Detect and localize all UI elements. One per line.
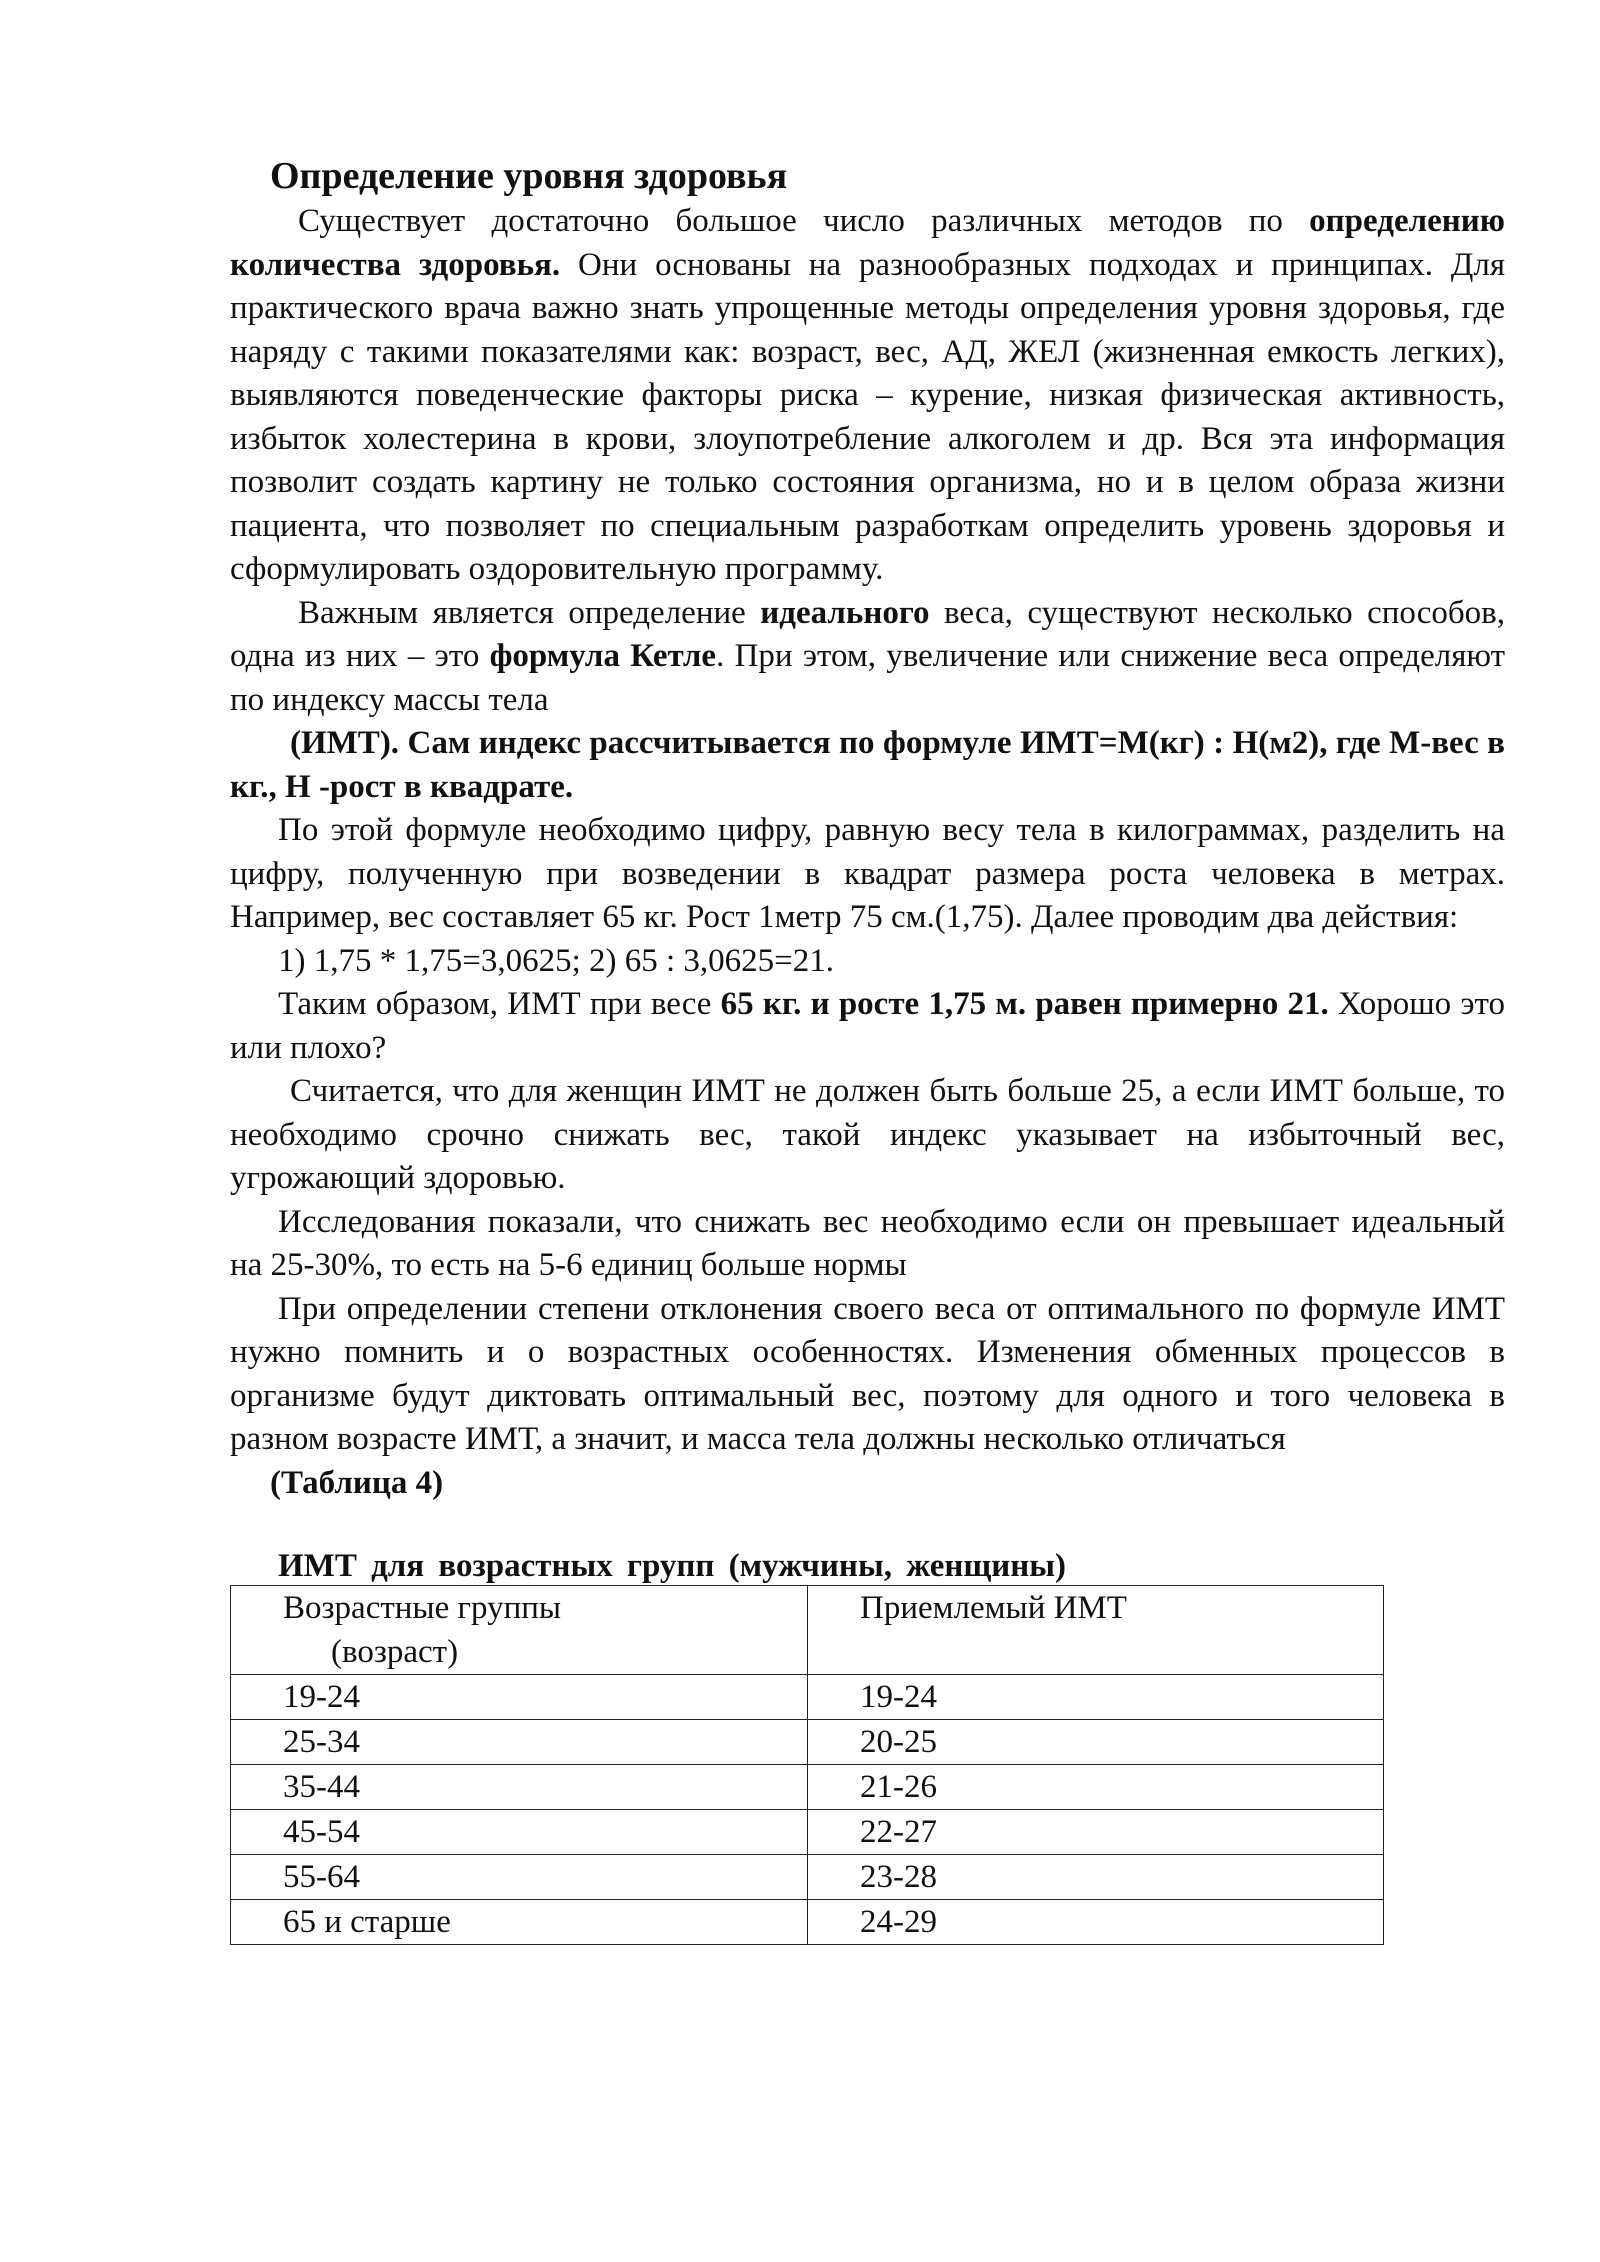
paragraph-ideal-weight-bold-formula: формула Кетле xyxy=(489,638,717,674)
table-row xyxy=(231,1675,1384,1720)
table-cell-imt: 23-28 xyxy=(808,1855,1384,1900)
table-header-age-line1: Возрастные группы xyxy=(283,1590,562,1626)
paragraph-result-text-c: Хорошо это или плохо? xyxy=(230,986,1505,1066)
paragraph-result-text-a: Таким образом, ИМТ при весе xyxy=(278,986,721,1022)
table-header-row xyxy=(231,1586,1384,1675)
table-header-age-line2: (возраст) xyxy=(331,1634,459,1670)
document-page xyxy=(230,152,1505,1945)
paragraph-research: Исследования показали, что снижать вес необходимо если он превышает идеальный на 25-30%, то есть на 5-6 единиц больше нормы xyxy=(230,1203,1505,1283)
table-reference: (Таблица 4) xyxy=(270,1464,444,1501)
table-cell-imt: 22-27 xyxy=(808,1810,1384,1855)
paragraph-ideal-weight-bold-ideal: идеального xyxy=(760,594,930,631)
table-cell-age: 45-54 xyxy=(231,1810,808,1855)
calculation-steps: 1) 1,75 * 1,75=3,0625; 2) 65 : 3,0625=21. xyxy=(278,942,835,979)
table-row xyxy=(231,1900,1384,1945)
paragraph-women-norm: Считается, что для женщин ИМТ не должен быть больше 25, а если ИМТ больше, то необходимо срочно снижать вес, такой индекс указывает на избыточный вес, угрожающий здоровью. xyxy=(230,1073,1505,1196)
table-cell-imt: 21-26 xyxy=(808,1765,1384,1810)
paragraph-result xyxy=(230,983,1505,1070)
spacer xyxy=(230,1505,1505,1549)
paragraph-ideal-weight-text-c: веса, существуют несколько способов, одна из них – это xyxy=(230,594,1505,674)
table-cell-imt: 20-25 xyxy=(808,1720,1384,1765)
table-cell-age: 25-34 xyxy=(231,1720,808,1765)
paragraph-ideal-weight xyxy=(230,592,1505,723)
table-cell-age: 55-64 xyxy=(231,1855,808,1900)
paragraph-methods-text-c: Они основаны на разнообразных подходах и принципах. Для практического врача важно знать упрощенные методы определения уровня здоровья, где наряду с такими показателями как: возраст, вес, АД, ЖЕЛ (жизненная емкость легких), выявляются поведенческие факторы риска – курение, низкая физическая активность, избыток холестерина в крови, злоупотребление алкоголем и др. Вся эта информация позволит создать картину не только состояния организма, но и в целом образа жизни пациента, что позволяет по специальным разработкам определить уровень здоровья и сформулировать оздоровительную программу. xyxy=(230,246,1506,587)
table-cell-age: 65 и старше xyxy=(231,1900,808,1945)
table-header-age xyxy=(231,1586,808,1675)
table-header-imt: Приемлемый ИМТ xyxy=(808,1586,1384,1675)
paragraph-methods xyxy=(230,200,1505,592)
table-cell-age: 35-44 xyxy=(231,1765,808,1810)
paragraph-ideal-weight-text-e: . При этом, увеличение или снижение веса определяют по индексу массы тела xyxy=(230,638,1506,718)
table-cell-age: 19-24 xyxy=(231,1675,808,1720)
paragraph-methods-text-a: Существует достаточно большое число различных методов по xyxy=(298,203,1310,239)
paragraph-age: При определении степени отклонения своего веса от оптимального по формуле ИМТ нужно помнить и о возрастных особенностях. Изменения обменных процессов в организме будут диктовать оптимальный вес, поэтому для одного и того человека в разном возрасте ИМТ, а значит, и масса тела должны несколько отличаться xyxy=(230,1290,1505,1457)
paragraph-bmi-formula: (ИМТ). Сам индекс рассчитывается по формуле ИМТ=М(кг) : Н(м2), где М-вес в кг., Н -рост в квадрате. xyxy=(230,725,1505,805)
document-title: Определение уровня здоровья xyxy=(270,155,788,197)
table-cell-imt: 24-29 xyxy=(808,1900,1384,1945)
table-row xyxy=(231,1855,1384,1900)
table-row xyxy=(231,1720,1384,1765)
paragraph-ideal-weight-text-a: Важным является определение xyxy=(298,594,761,631)
table-row xyxy=(231,1765,1384,1810)
bmi-age-table xyxy=(230,1585,1384,1945)
table-cell-imt: 19-24 xyxy=(808,1675,1384,1720)
table-title: ИМТ для возрастных групп (мужчины, женщины) xyxy=(278,1548,1067,1584)
paragraph-result-bold: 65 кг. и росте 1,75 м. равен примерно 21. xyxy=(720,986,1329,1022)
table-row xyxy=(231,1810,1384,1855)
paragraph-methods-bold: определению количества здоровья. xyxy=(230,203,1505,283)
paragraph-example: По этой формуле необходимо цифру, равную весу тела в килограммах, разделить на цифру, полученную при возведении в квадрат размера роста человека в метрах. Например, вес составляет 65 кг. Рост 1метр 75 см.(1,75). Далее проводим два действия: xyxy=(230,812,1505,935)
